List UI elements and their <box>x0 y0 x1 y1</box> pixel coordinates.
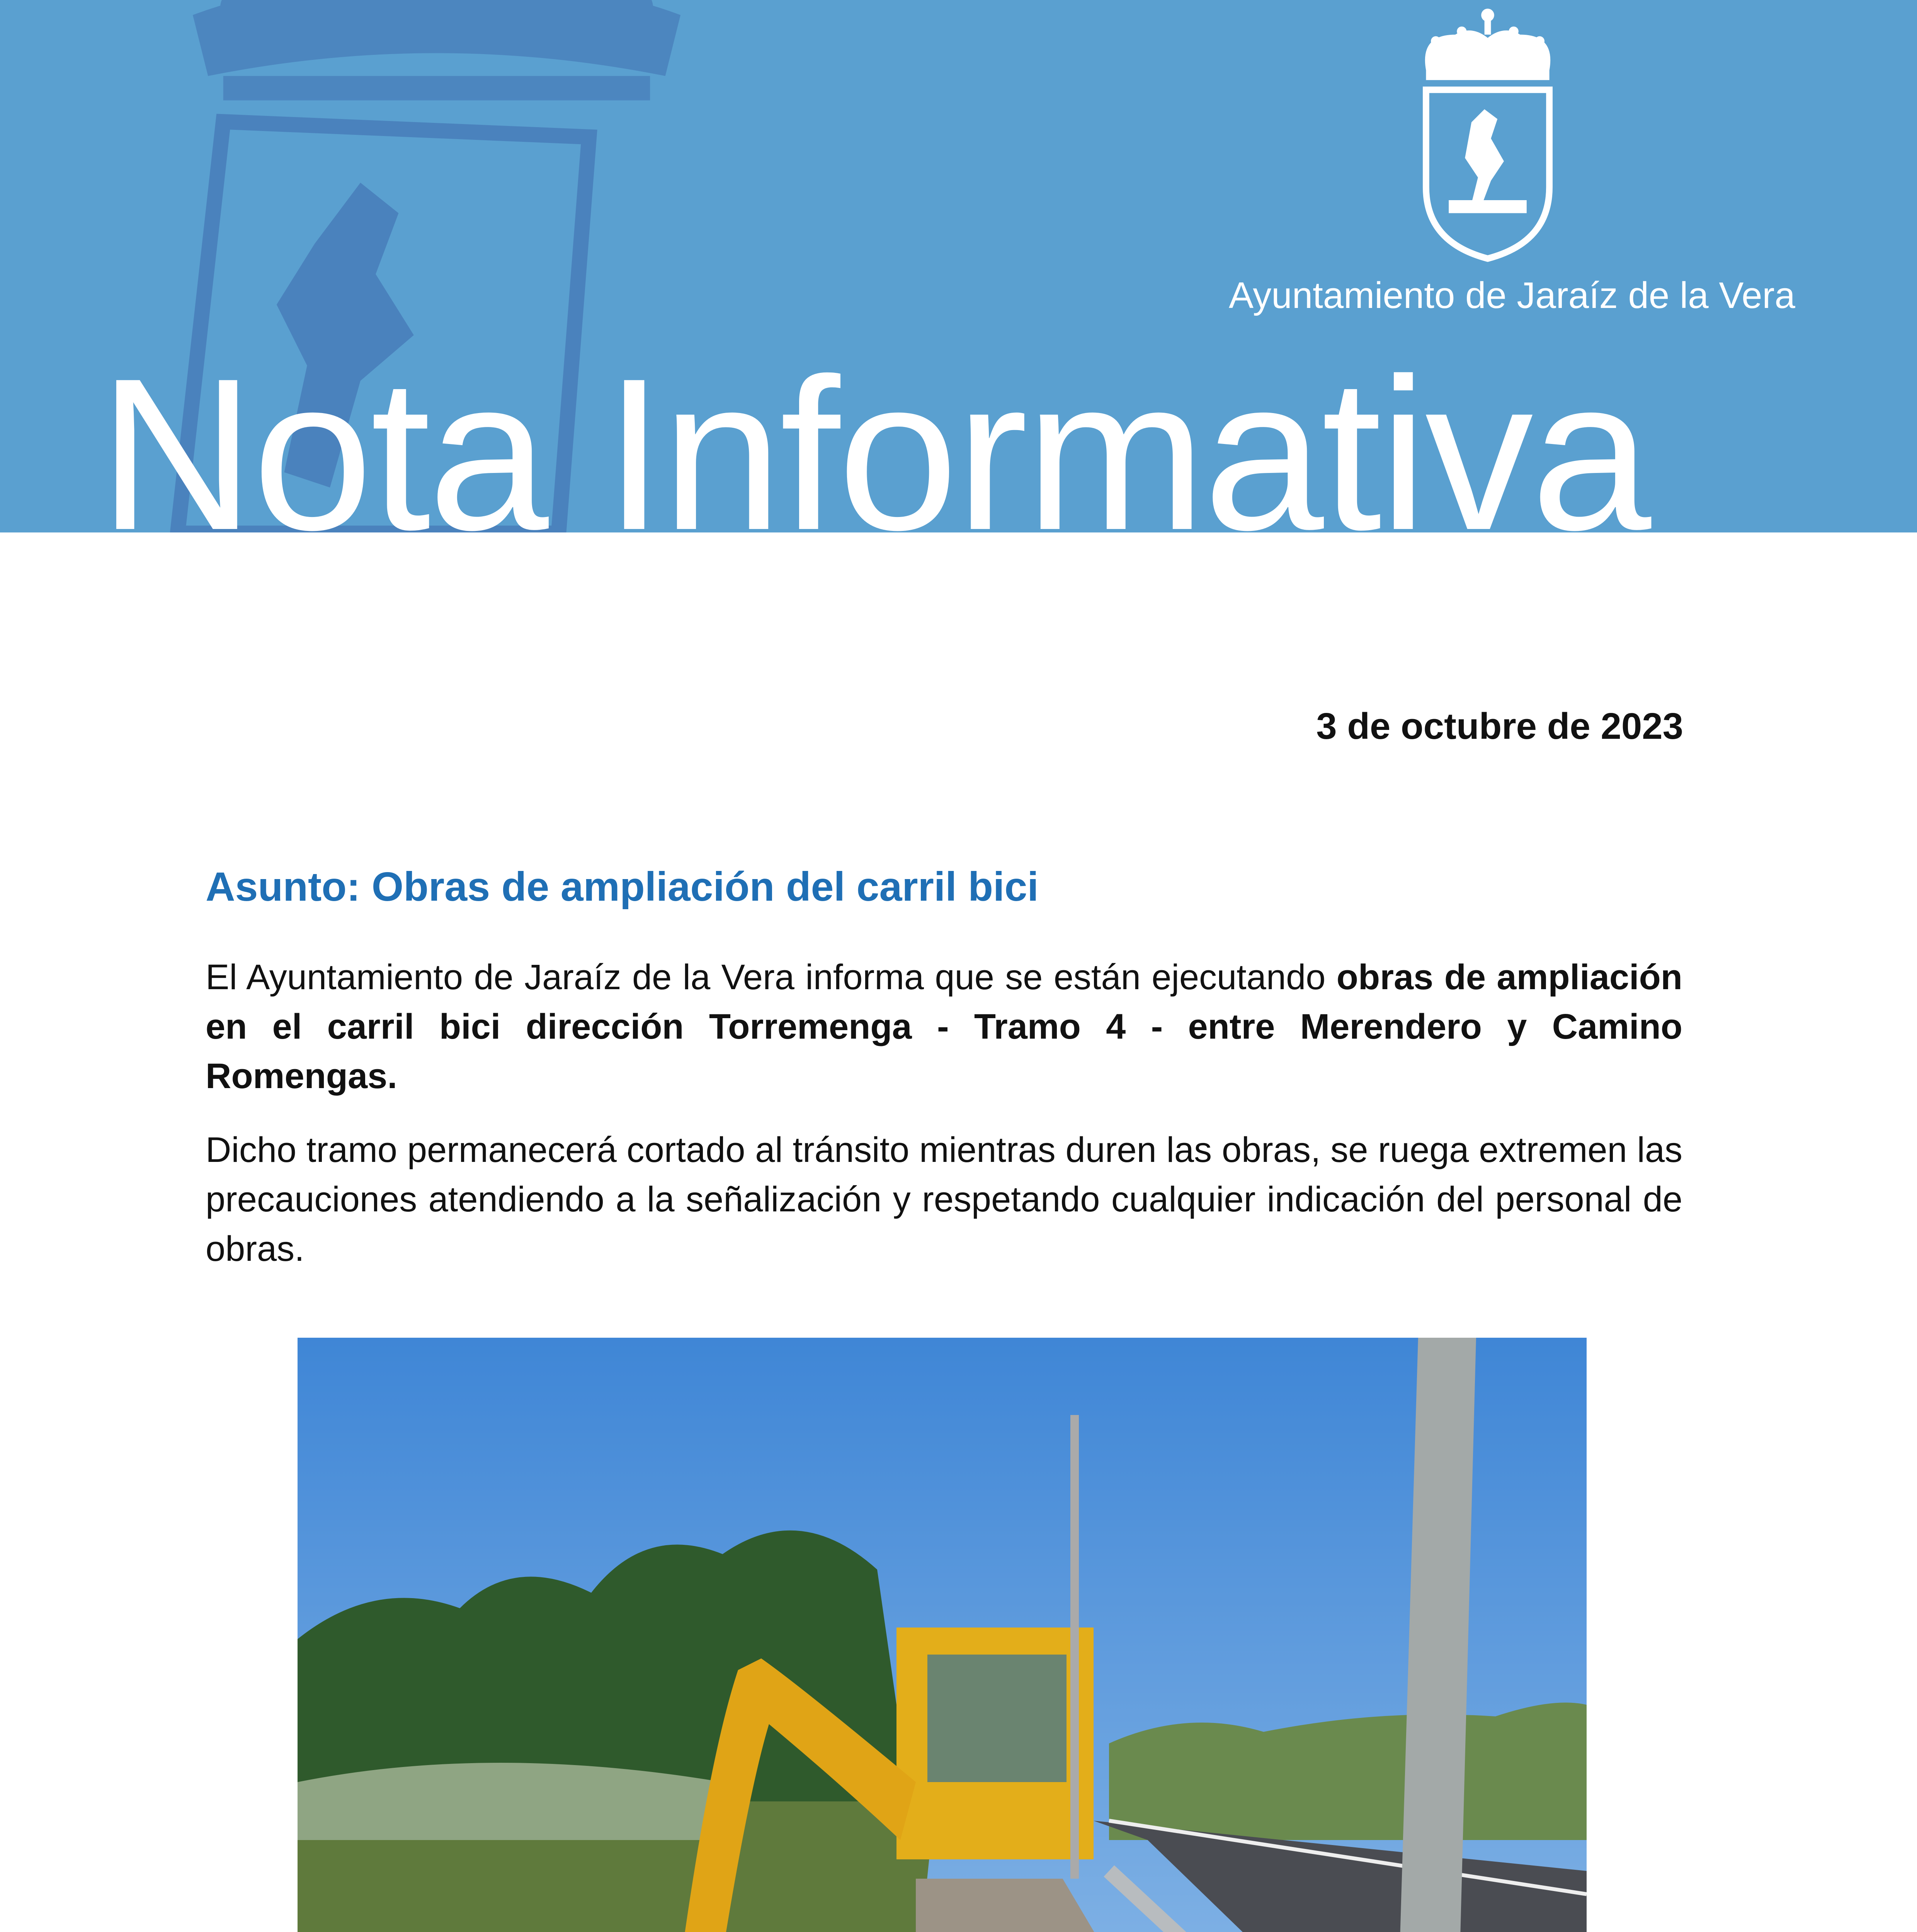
paragraph-announcement-normal: El Ayuntamiento de Jaraíz de la Vera informa que se están ejecutando <box>206 957 1337 997</box>
document-date: 3 de octubre de 2023 <box>1316 706 1683 747</box>
header-banner <box>0 0 1917 532</box>
paragraph-announcement <box>206 952 1682 1101</box>
construction-photo <box>298 1338 1587 1932</box>
paragraph-closure-notice: Dicho tramo permanecerá cortado al tránsito mientras duren las obras, se ruega extremen las precauciones atendiendo a la señalización y respetando cualquier indicación del personal de obras. <box>206 1130 1682 1269</box>
paragraph-announcement-bold: obras de ampliación en el carril bici dirección Torremenga - Tramo 4 - entre Merendero y Camino Romengas. <box>206 957 1683 1096</box>
subject-heading: Asunto: Obras de ampliación del carril bici <box>206 864 1039 910</box>
headline-title: Nota Informativa <box>99 333 1649 532</box>
organization-name: Ayuntamiento de Jaraíz de la Vera <box>1229 275 1795 316</box>
coat-of-arms-icon <box>1407 4 1569 267</box>
